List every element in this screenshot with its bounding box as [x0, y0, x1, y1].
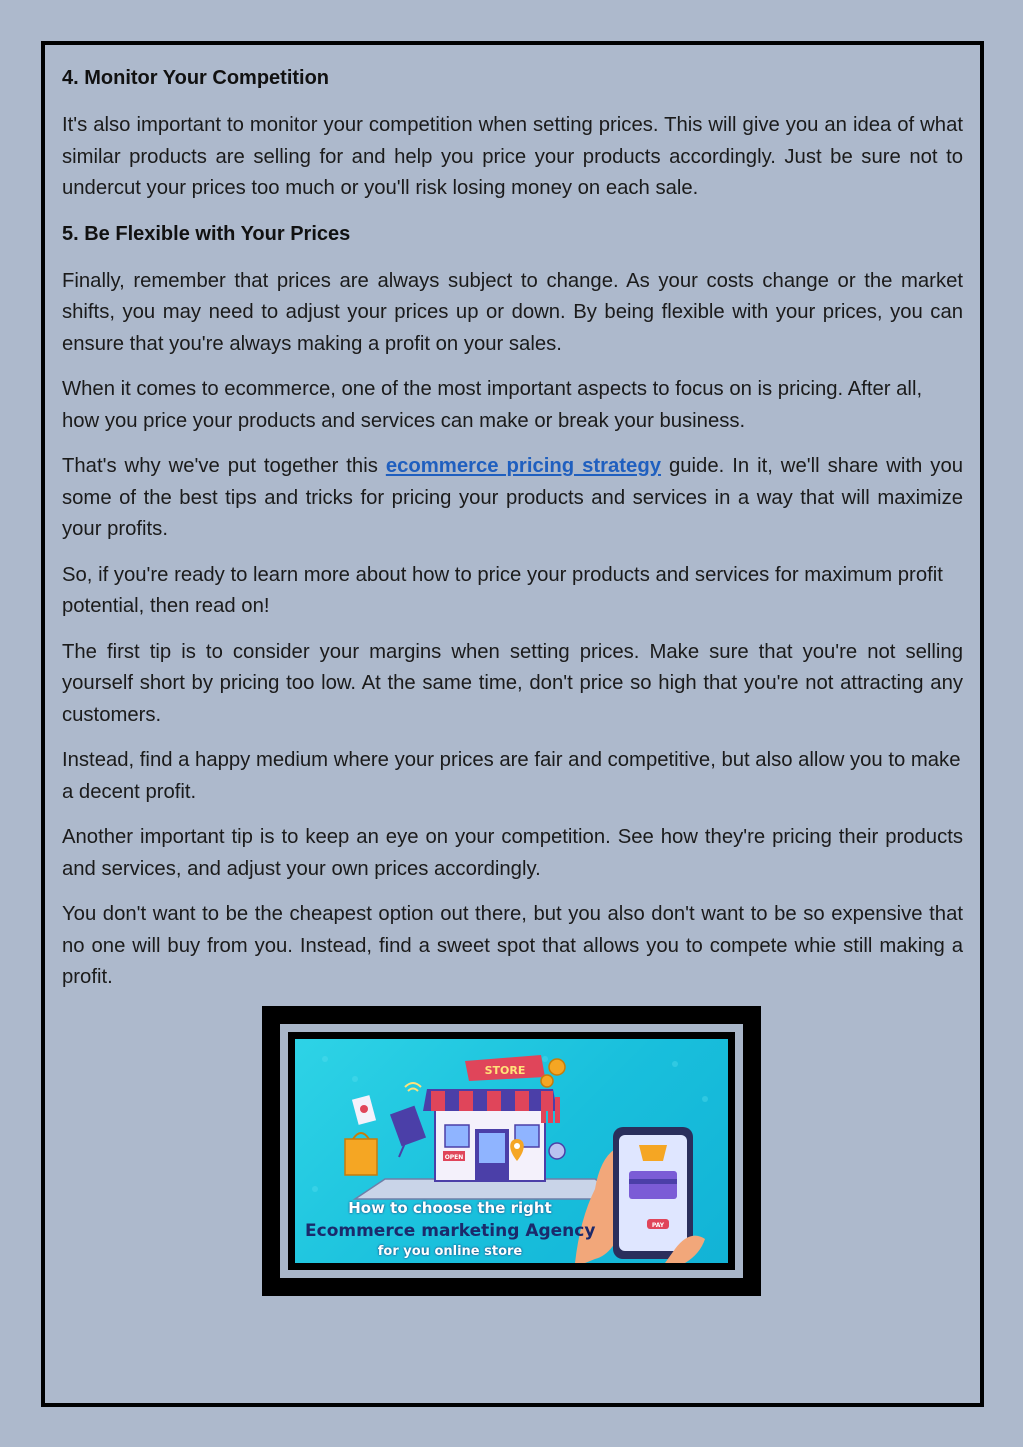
caption-line-2: Ecommerce marketing Agency: [305, 1221, 596, 1241]
article-content: [62, 63, 963, 1008]
intro-paragraph-3: So, if you're ready to learn more about how to price your products and services for maximum profit potential, then read on!: [62, 563, 943, 617]
ecommerce-pricing-strategy-link[interactable]: ecommerce pricing strategy: [385, 455, 662, 477]
caption-line-3: for you online store: [377, 1244, 523, 1259]
intro-paragraph-4: The first tip is to consider your margins when setting prices. Make sure that you're not selling yourself short by pricing too low. At the same time, don't price so high that you're not attracting any customers.: [62, 640, 963, 726]
store-sign: [465, 1055, 545, 1081]
shopping-bag-icon: [345, 1133, 377, 1175]
intro-paragraph-7: You don't want to be the cheapest option out there, but you also don't want to be so expensive that no one will buy from you. Instead, find a sweet spot that allows you to compete whie still making a profit.: [62, 903, 963, 988]
section-5-body: Finally, remember that prices are always subject to change. As your costs change or the market shifts, you may need to adjust your prices up or down. By being flexible with your prices, you can ensure that you're always making a profit on your sales.: [62, 269, 963, 355]
coin-icon: [541, 1059, 565, 1087]
intro-paragraph-2-after: guide. In it, we'll share with you some of the best tips and tricks for pricing your products and services in a way that will maximize your profits.: [62, 455, 963, 540]
section-4-body: It's also important to monitor your competition when setting prices. This will give you an idea of what similar products are selling for and help you price your products accordingly. Just be sure not to undercut your prices too much or you'll risk losing money on each sale.: [62, 114, 963, 199]
globe-icon: [549, 1143, 565, 1159]
page-frame: [41, 41, 984, 1407]
wifi-icon: [405, 1083, 421, 1091]
pay-button-text: PAY: [651, 1222, 665, 1229]
open-sign-text: OPEN: [444, 1154, 464, 1161]
store-building-icon: [423, 1089, 557, 1181]
percent-tag-icon: [352, 1095, 376, 1125]
article-image-border: [288, 1032, 735, 1270]
caption-line-1: How to choose the right: [348, 1199, 552, 1217]
smartphone-icon: [575, 1127, 705, 1263]
presentation-board-icon: [390, 1106, 426, 1157]
intro-paragraph-2: [62, 451, 963, 546]
open-sign: [443, 1151, 465, 1161]
intro-paragraph-6: Another important tip is to keep an eye on your competition. See how they're pricing their products and services, and adjust your own prices accordingly.: [62, 826, 963, 880]
section-5-heading: 5. Be Flexible with Your Prices: [62, 222, 351, 245]
article-image-mat: [280, 1024, 743, 1278]
ecommerce-store-illustration: [295, 1039, 728, 1263]
intro-paragraph-5: Instead, find a happy medium where your prices are fair and competitive, but also allow you to make a decent profit.: [62, 749, 961, 803]
article-image-frame: [262, 1006, 761, 1296]
store-sign-text: STORE: [484, 1064, 526, 1077]
intro-paragraph-2-before: That's why we've put together this: [62, 455, 386, 477]
intro-paragraph-1: When it comes to ecommerce, one of the most important aspects to focus on is pricing. After all, how you price your products and services can make or break your business.: [62, 378, 923, 432]
section-4-heading: 4. Monitor Your Competition: [62, 67, 330, 89]
